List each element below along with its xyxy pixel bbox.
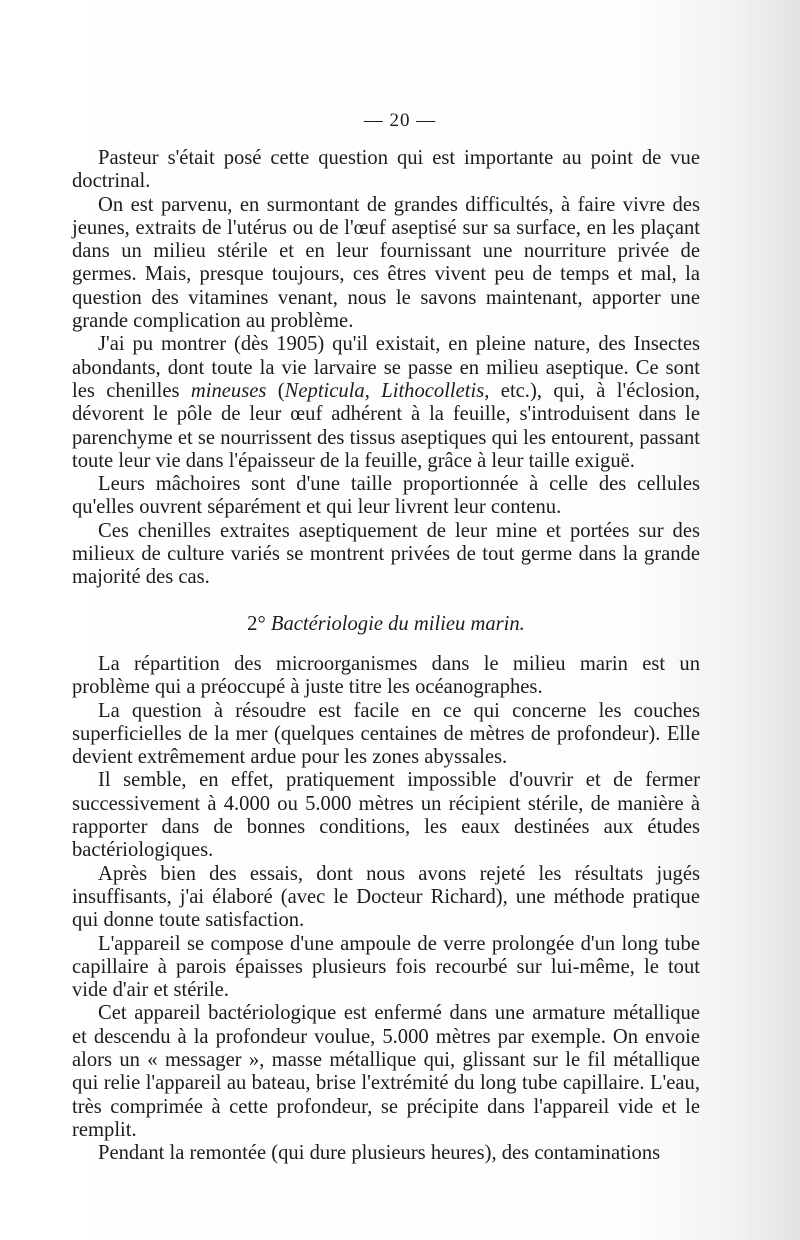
paragraph-text: J'ai pu montrer (dès 1905) qu'il existait, en pleine nature, des Insectes abondants, dont toute la vie larvaire se passe en milieu aseptique. Ce sont les chenilles bbox=[72, 333, 700, 402]
paragraph: Ces chenilles extraites aseptiquement de leur mine et portées sur des milieux de culture variés se montrent privées de tout germe dans la grande majorité des cas. bbox=[72, 519, 700, 589]
italic-term: mineuses bbox=[190, 379, 267, 402]
page-body bbox=[72, 147, 700, 1165]
section-number: 2° bbox=[247, 612, 266, 635]
paragraph: La répartition des microorganismes dans le milieu marin est un problème qui a préoccupé à juste titre les océanographes. bbox=[72, 652, 700, 699]
paragraph: Après bien des essais, dont nous avons rejeté les résultats jugés insuffisants, j'ai élaboré (avec le Docteur Richard), une méthode pratique qui donne toute satisfaction. bbox=[72, 862, 700, 932]
paragraph: La question à résoudre est facile en ce qui concerne les couches superficielles de la mer (quelques centaines de mètres de profondeur). Elle devient extrêmement ardue pour les zones abyssales. bbox=[72, 699, 700, 769]
italic-genus-names: Nepticula, Lithocolletis, bbox=[284, 379, 490, 402]
paragraph: Pasteur s'était posé cette question qui est importante au point de vue doctrinal. bbox=[72, 147, 700, 193]
paragraph: Il semble, en effet, pratiquement impossible d'ouvrir et de fermer successivement à 4.000 ou 5.000 mètres un récipient stérile, de manière à rapporter dans de bonnes conditions, les eaux destinées aux études bactériologiques. bbox=[72, 769, 700, 862]
section-heading bbox=[72, 613, 700, 636]
section-title: Bactériologie du milieu marin. bbox=[270, 612, 525, 635]
paragraph: Pendant la remontée (qui dure plusieurs heures), des contaminations bbox=[98, 1142, 661, 1165]
page-number: — 20 — bbox=[363, 110, 437, 131]
paragraph-text: ( bbox=[266, 379, 285, 402]
paragraph-insects bbox=[72, 333, 700, 473]
paragraph: L'appareil se compose d'une ampoule de verre prolongée d'un long tube capillaire à parois épaisses plusieurs fois recourbé sur lui-même, le tout vide d'air et stérile. bbox=[72, 932, 700, 1002]
paragraph-text: etc.), qui, à l'éclosion, dévorent le pôle de leur œuf adhérent à la feuille, s'introduisent dans le parenchyme et se nourrissent des tissus aseptiques qui les entourent, passant toute leur vie dans l'épaisseur de la feuille, grâce à leur taille exiguë. bbox=[72, 379, 700, 472]
paragraph: Leurs mâchoires sont d'une taille proportionnée à celle des cellules qu'elles ouvrent séparément et qui leur livrent leur contenu. bbox=[72, 473, 700, 519]
paragraph: On est parvenu, en surmontant de grandes difficultés, à faire vivre des jeunes, extraits de l'utérus ou de l'œuf aseptisé sur sa surface, en les plaçant dans un milieu stérile et en leur fournissant une nourriture privée de germes. Mais, presque toujours, ces êtres vivent peu de temps et mal, la question des vitamines venant, nous le savons maintenant, apporter une grande complication au problème. bbox=[72, 193, 700, 333]
paragraph: Cet appareil bactériologique est enfermé dans une armature métallique et descendu à la profondeur voulue, 5.000 mètres par exemple. On envoie alors un « messager », masse métallique qui, glissant sur le fil métallique qui relie l'appareil au bateau, brise l'extrémité du long tube capillaire. L'eau, très comprimée à cette profondeur, se précipite dans l'appareil vide et le remplit. bbox=[72, 1002, 700, 1141]
